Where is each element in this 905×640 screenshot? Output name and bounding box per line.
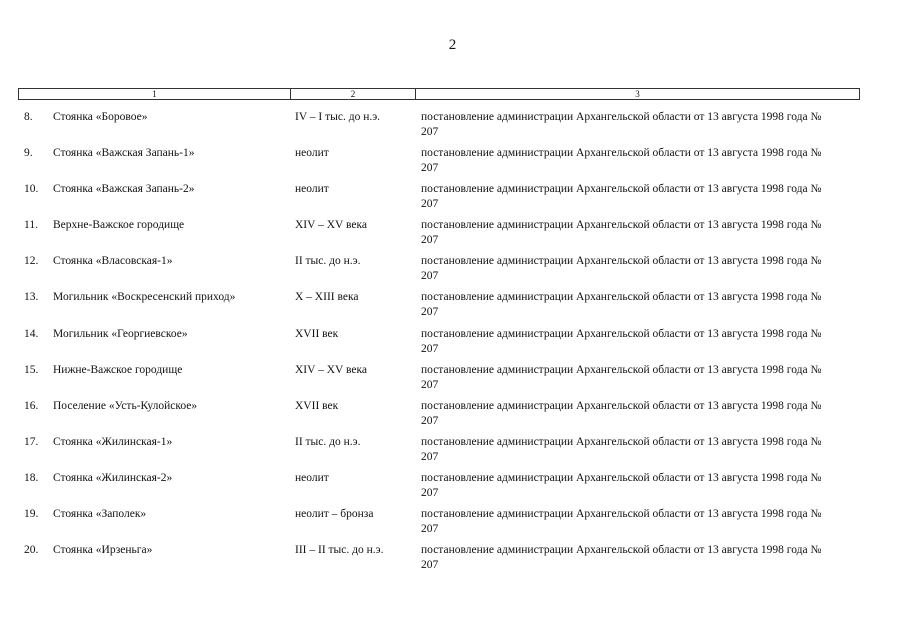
table-row xyxy=(0,146,905,182)
table-row xyxy=(0,290,905,326)
legal-basis: постановление администрации Архангельской области от 13 августа 1998 года № 207 xyxy=(421,363,822,391)
column-number-header xyxy=(18,88,860,100)
row-number: 17. xyxy=(24,435,39,448)
row-number: 20. xyxy=(24,544,39,557)
site-name: Стоянка «Боровое» xyxy=(53,111,148,123)
legal-basis: постановление администрации Архангельской области от 13 августа 1998 года № 207 xyxy=(421,183,822,211)
site-name: Стоянка «Жилинская-2» xyxy=(53,471,173,484)
site-period: XIV – XV века xyxy=(295,219,367,232)
legal-basis: постановление администрации Архангельской области от 13 августа 1998 года № 207 xyxy=(421,544,822,572)
table-row xyxy=(0,254,905,290)
site-name: Могильник «Георгиевское» xyxy=(53,327,188,340)
legal-basis: постановление администрации Архангельской области от 13 августа 1998 года № 207 xyxy=(421,111,822,138)
row-number: 9. xyxy=(24,147,33,160)
table-row xyxy=(0,435,905,471)
row-number: 15. xyxy=(24,363,39,376)
legal-basis: постановление администрации Архангельской области от 13 августа 1998 года № 207 xyxy=(421,291,822,319)
legal-basis: постановление администрации Архангельской области от 13 августа 1998 года № 207 xyxy=(421,399,822,427)
site-period: II тыс. до н.э. xyxy=(295,435,361,448)
site-period: XIV – XV века xyxy=(295,363,367,376)
site-name: Стоянка «Заполек» xyxy=(53,508,147,521)
table-row xyxy=(0,507,905,543)
site-period: XVII век xyxy=(295,327,339,340)
site-period: неолит xyxy=(295,147,329,160)
legal-basis: постановление администрации Архангельской области от 13 августа 1998 года № 207 xyxy=(421,255,822,283)
legal-basis: постановление администрации Архангельской области от 13 августа 1998 года № 207 xyxy=(421,219,822,247)
site-period: неолит xyxy=(295,471,329,484)
table-row xyxy=(0,399,905,435)
site-period: X – XIII века xyxy=(295,291,359,304)
legal-basis: постановление администрации Архангельской области от 13 августа 1998 года № 207 xyxy=(421,508,822,536)
table-row xyxy=(0,182,905,218)
row-number: 16. xyxy=(24,399,39,412)
page-number: 2 xyxy=(448,37,457,53)
site-name: Верхне-Важское городище xyxy=(53,219,185,232)
table-row xyxy=(0,543,905,579)
site-period: II тыс. до н.э. xyxy=(295,255,361,268)
table-row xyxy=(0,110,905,146)
row-number: 12. xyxy=(24,255,39,268)
table-row xyxy=(0,218,905,254)
site-name: Стоянка «Важская Запань-1» xyxy=(53,147,195,160)
row-number: 14. xyxy=(24,327,39,340)
site-period: IV – I тыс. до н.э. xyxy=(295,111,381,123)
heritage-table-body xyxy=(0,110,905,579)
site-period: неолит xyxy=(295,183,329,196)
legal-basis: постановление администрации Архангельской области от 13 августа 1998 года № 207 xyxy=(421,435,822,463)
site-name: Поселение «Усть-Кулойское» xyxy=(53,399,198,412)
site-name: Стоянка «Жилинская-1» xyxy=(53,435,173,448)
row-number: 8. xyxy=(24,111,33,123)
table-row xyxy=(0,363,905,399)
column-number-1: 1 xyxy=(19,89,291,99)
row-number: 13. xyxy=(24,291,39,304)
table-row xyxy=(0,471,905,507)
column-number-2: 2 xyxy=(291,89,416,99)
legal-basis: постановление администрации Архангельской области от 13 августа 1998 года № 207 xyxy=(421,147,822,175)
row-number: 19. xyxy=(24,508,39,521)
legal-basis: постановление администрации Архангельской области от 13 августа 1998 года № 207 xyxy=(421,327,822,355)
site-name: Нижне-Важское городище xyxy=(53,363,183,376)
site-period: неолит – бронза xyxy=(295,508,374,521)
table-row xyxy=(0,327,905,363)
row-number: 18. xyxy=(24,471,39,484)
legal-basis: постановление администрации Архангельской области от 13 августа 1998 года № 207 xyxy=(421,471,822,499)
row-number: 11. xyxy=(24,219,38,232)
site-name: Стоянка «Ирзеньга» xyxy=(53,544,153,557)
site-name: Стоянка «Власовская-1» xyxy=(53,255,173,268)
site-name: Могильник «Воскресенский приход» xyxy=(53,291,236,304)
site-period: XVII век xyxy=(295,399,339,412)
column-number-3: 3 xyxy=(635,89,640,99)
site-period: III – II тыс. до н.э. xyxy=(295,544,384,557)
row-number: 10. xyxy=(24,183,39,196)
site-name: Стоянка «Важская Запань-2» xyxy=(53,183,195,196)
